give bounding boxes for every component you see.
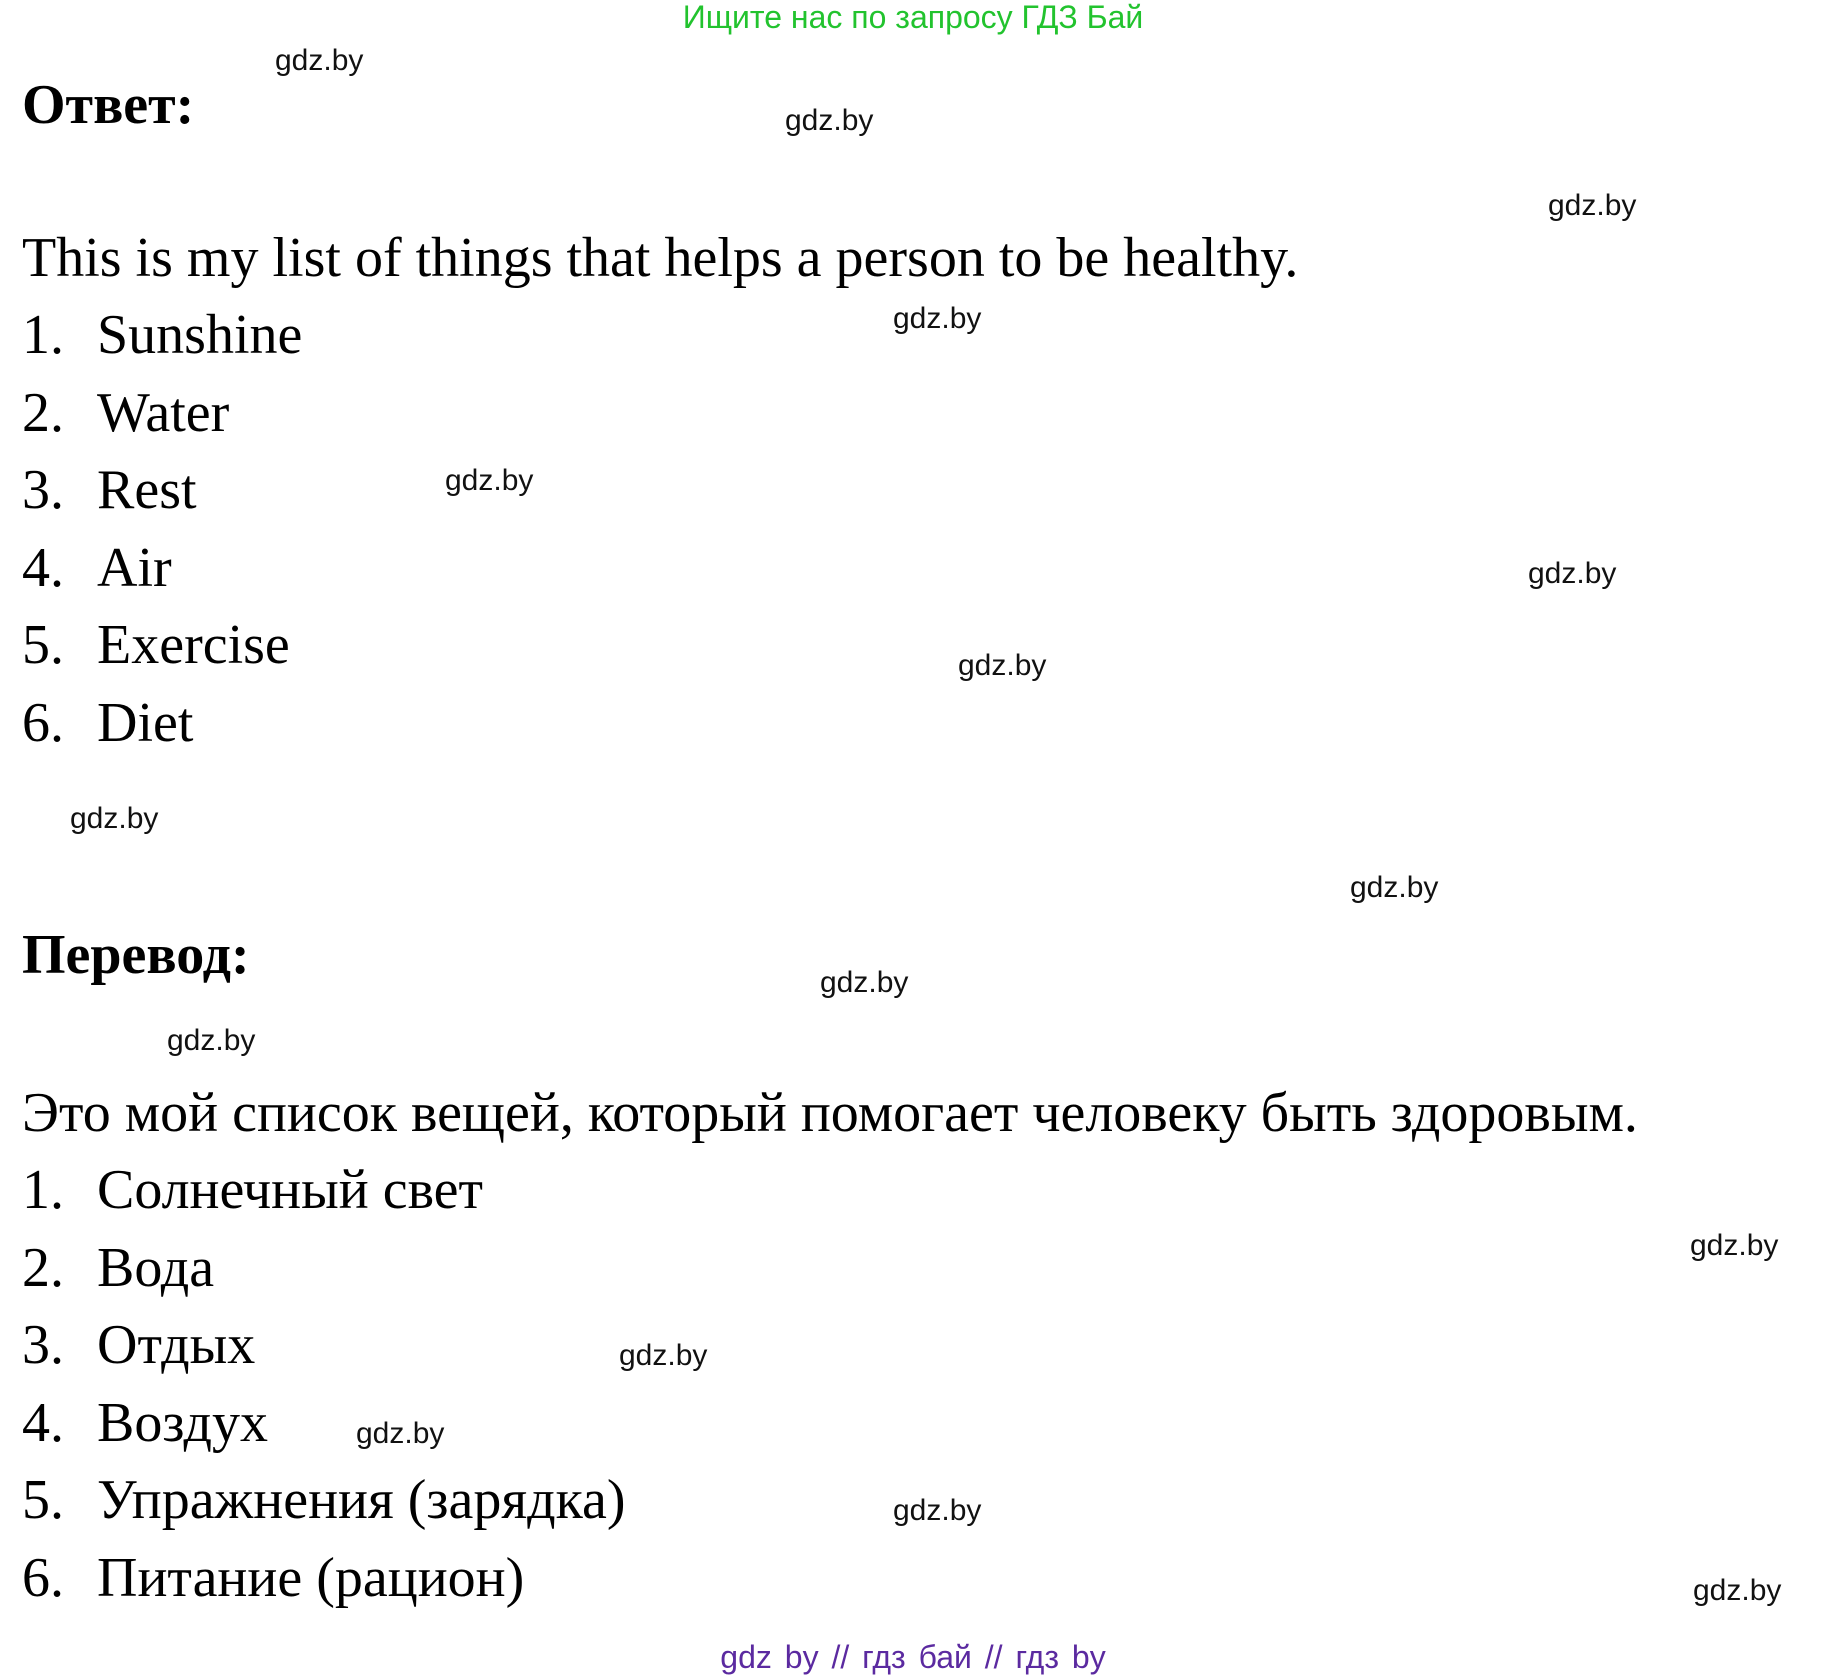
item-number: 6.: [22, 1546, 64, 1609]
watermark: gdz.by: [1548, 189, 1637, 222]
item-number: 3.: [22, 1314, 64, 1376]
watermark: gdz.by: [445, 464, 534, 497]
item-text: Air: [97, 536, 172, 599]
list-item: [22, 1393, 626, 1471]
item-number: 2.: [22, 1236, 64, 1299]
item-text: Water: [97, 381, 230, 444]
list-item: [22, 1238, 626, 1316]
item-text: Воздух: [97, 1391, 268, 1454]
watermark: gdz.by: [1528, 557, 1617, 590]
item-number: 2.: [22, 381, 64, 444]
watermark: gdz.by: [893, 1494, 982, 1527]
translation-list: [22, 1160, 626, 1625]
list-item: [22, 615, 302, 693]
translation-intro: Это мой список вещей, который помогает человеку быть здоровым.: [22, 1082, 1638, 1144]
item-text: Diet: [97, 691, 194, 754]
footer-links: gdz by // гдз бай // гдз by: [720, 1639, 1106, 1675]
watermark: gdz.by: [167, 1024, 256, 1057]
watermark: gdz.by: [1693, 1574, 1782, 1607]
item-text: Упражнения (зарядка): [97, 1469, 626, 1531]
translation-heading: Перевод:: [22, 924, 250, 986]
answer-heading: Ответ:: [22, 74, 195, 136]
watermark: gdz.by: [893, 302, 982, 335]
item-number: 4.: [22, 536, 64, 599]
item-text: Sunshine: [97, 304, 303, 366]
watermark: gdz.by: [275, 44, 364, 77]
watermark: gdz.by: [619, 1339, 708, 1372]
watermark: gdz.by: [1350, 871, 1439, 904]
watermark: gdz.by: [1690, 1229, 1779, 1262]
item-number: 4.: [22, 1391, 64, 1454]
item-text: Питание (рацион): [97, 1546, 525, 1609]
item-text: Rest: [97, 459, 197, 521]
watermark: gdz.by: [356, 1417, 445, 1450]
list-item: [22, 693, 302, 771]
item-text: Вода: [97, 1236, 215, 1299]
watermark: gdz.by: [70, 802, 159, 835]
item-number: 5.: [22, 1469, 64, 1531]
answer-list: [22, 305, 302, 770]
item-number: 1.: [22, 1159, 64, 1221]
answer-intro: This is my list of things that helps a person to be healthy.: [22, 227, 1299, 289]
list-item: [22, 383, 302, 461]
list-item: [22, 1470, 626, 1548]
list-item: [22, 1160, 626, 1238]
item-number: 1.: [22, 304, 64, 366]
watermark: gdz.by: [785, 104, 874, 137]
item-text: Exercise: [97, 614, 290, 676]
item-number: 6.: [22, 691, 64, 754]
list-item: [22, 460, 302, 538]
watermark: gdz.by: [820, 966, 909, 999]
list-item: [22, 538, 302, 616]
list-item: [22, 305, 302, 383]
item-number: 3.: [22, 459, 64, 521]
top-banner: Ищите нас по запросу ГДЗ Бай: [682, 0, 1144, 35]
item-text: Солнечный свет: [97, 1159, 484, 1221]
watermark: gdz.by: [958, 649, 1047, 682]
item-text: Отдых: [97, 1314, 256, 1376]
item-number: 5.: [22, 614, 64, 676]
list-item: [22, 1315, 626, 1393]
list-item: [22, 1548, 626, 1626]
